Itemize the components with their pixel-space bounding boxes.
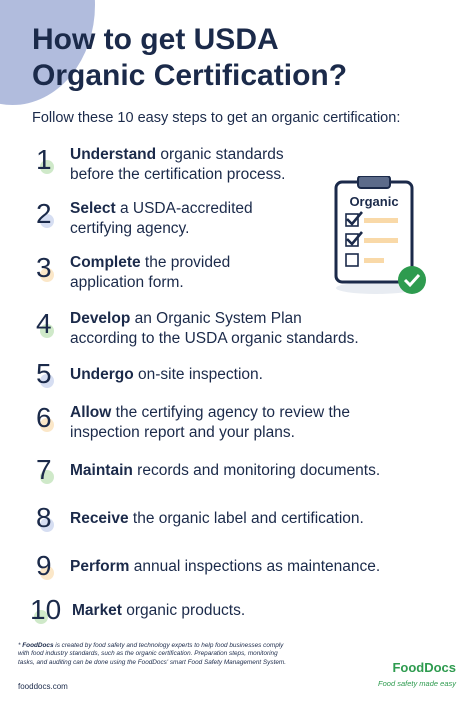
step-rest: annual inspections as maintenance. xyxy=(129,558,381,575)
footnote-line-3: tasks, and auditing can be done using the FoodDocs' smart Food Safety Management System. xyxy=(18,658,287,666)
step-rest: organic standards xyxy=(156,146,284,163)
intro-text: Follow these 10 easy steps to get an organic certification: xyxy=(32,110,401,126)
step-text xyxy=(70,309,359,349)
step-rest: organic products. xyxy=(121,602,246,619)
step-number: 7 xyxy=(36,454,52,485)
step-text xyxy=(72,601,245,621)
page-title xyxy=(32,22,452,94)
step-5 xyxy=(36,358,263,392)
step-number: 6 xyxy=(36,402,52,433)
step-rest-2: before the certification process. xyxy=(70,166,286,183)
step-keyword: Allow xyxy=(70,404,112,421)
step-1 xyxy=(36,144,285,185)
footnote: * FoodDocs is created by food safety and technology experts to help food businesses comply with food industry standards, such as the organic certification. Preparation steps, monitoring tasks, and auditing can be done using the FoodDocs' smart Food Safety Management System. xyxy=(18,642,358,667)
step-text xyxy=(70,557,380,577)
step-rest: on-site inspection. xyxy=(133,366,263,383)
step-2 xyxy=(36,198,253,239)
footnote-brand: FoodDocs xyxy=(22,642,54,649)
green-check-badge xyxy=(398,266,426,294)
title-line-2: Organic Certification? xyxy=(32,59,348,92)
step-keyword: Receive xyxy=(70,510,129,527)
step-keyword: Perform xyxy=(70,558,130,575)
step-text xyxy=(70,365,263,385)
footnote-line-1: is created by food safety and technology experts to help food businesses comply xyxy=(53,642,284,649)
step-keyword: Understand xyxy=(70,146,157,163)
step-9 xyxy=(36,550,380,584)
step-number: 9 xyxy=(36,550,52,581)
step-text xyxy=(70,461,380,481)
checklist-line xyxy=(364,218,398,223)
step-text xyxy=(70,509,364,529)
step-4 xyxy=(36,308,359,349)
step-keyword: Undergo xyxy=(70,366,134,383)
step-keyword: Develop xyxy=(70,310,131,327)
step-rest: the organic label and certification. xyxy=(128,510,364,527)
step-keyword: Maintain xyxy=(70,462,133,479)
title-line-1: How to get USDA xyxy=(32,23,279,56)
step-6 xyxy=(36,402,350,443)
step-7 xyxy=(36,454,380,488)
step-rest: the certifying agency to review the xyxy=(111,404,350,421)
brand-logo xyxy=(378,660,456,688)
step-rest: records and monitoring documents. xyxy=(132,462,381,479)
clipboard-label: Organic xyxy=(349,194,399,209)
step-number: 2 xyxy=(36,198,52,229)
step-rest-2: application form. xyxy=(70,274,184,291)
step-3 xyxy=(36,252,230,293)
step-number: 4 xyxy=(36,308,52,339)
brand-name: FoodDocs xyxy=(392,660,456,675)
step-number: 5 xyxy=(36,358,52,389)
checklist-line xyxy=(364,258,384,263)
step-number: 10 xyxy=(30,594,62,625)
step-text xyxy=(70,199,253,239)
step-number: 3 xyxy=(36,252,52,283)
step-8 xyxy=(36,502,364,536)
checklist-line xyxy=(364,238,398,243)
step-keyword: Select xyxy=(70,200,116,217)
clipboard-clip xyxy=(358,176,390,188)
step-rest: a USDA-accredited xyxy=(115,200,253,217)
website-link[interactable]: fooddocs.com xyxy=(18,682,68,691)
step-rest-2: certifying agency. xyxy=(70,220,190,237)
step-text xyxy=(70,145,285,185)
step-number: 1 xyxy=(36,144,52,175)
footnote-line-2: with food industry standards, such as the organic certification. Preparation steps, monitoring xyxy=(18,650,278,658)
step-10 xyxy=(30,594,245,628)
step-rest: an Organic System Plan xyxy=(130,310,302,327)
step-rest-2: inspection report and your plans. xyxy=(70,424,295,441)
step-keyword: Complete xyxy=(70,254,141,271)
step-rest: the provided xyxy=(140,254,231,271)
checkbox-3 xyxy=(346,254,358,266)
clipboard-checklist-icon xyxy=(330,176,434,300)
step-text xyxy=(70,403,350,443)
step-number: 8 xyxy=(36,502,52,533)
step-text xyxy=(70,253,230,293)
brand-tagline: Food safety made easy xyxy=(378,679,456,688)
step-keyword: Market xyxy=(72,602,122,619)
step-rest-2: according to the USDA organic standards. xyxy=(70,330,359,347)
